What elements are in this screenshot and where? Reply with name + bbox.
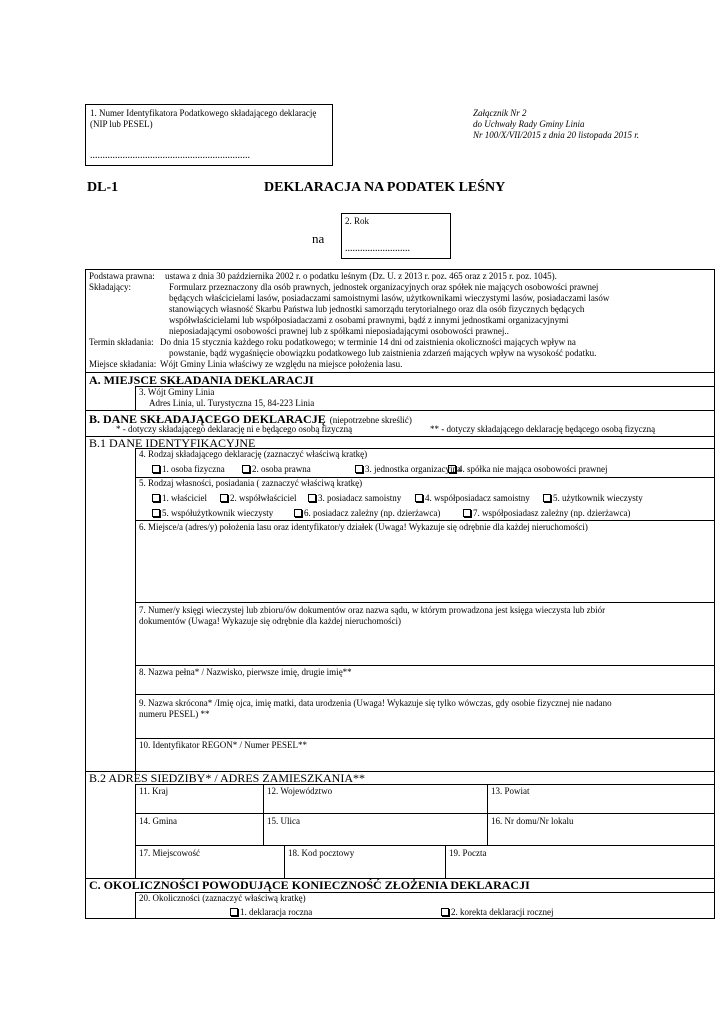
attachment-line-2: do Uchwały Rady Gminy Linia: [473, 119, 585, 129]
checkbox-icon: [230, 908, 238, 916]
field-11-label[interactable]: 11. Kraj: [139, 786, 169, 796]
field-3-address: Adres Linia, ul. Turystyczna 15, 84-223 Linia: [149, 398, 315, 408]
checkbox-icon: [355, 465, 363, 473]
filer-line-1: Formularz przeznaczony dla osób prawnych, jednostek organizacyjnych oraz spółek nie mających osobowości prawnej: [169, 282, 599, 292]
field-17-label[interactable]: 17. Miejscowość: [139, 848, 200, 858]
checkbox-icon: [242, 465, 250, 473]
attachment-line-1: Załącznik Nr 2: [473, 108, 527, 118]
note-natural-person: ** - dotyczy składającego deklarację będącego osobą fizyczną: [430, 424, 656, 434]
form-title: DEKLARACJA NA PODATEK LEŚNY: [264, 180, 506, 195]
attachment-note: [473, 108, 673, 141]
field-3-label: 3. Wójt Gminy Linia: [139, 387, 215, 397]
filer-line-2: będących właścicielami lasów, posiadaczami samoistnymi lasów, użytkownikami wieczystymi lasów, posiadaczami lasów: [169, 293, 610, 303]
field-16-label[interactable]: 16. Nr domu/Nr lokalu: [491, 816, 574, 826]
field-5-option-3[interactable]: 3. posiadacz samoistny: [308, 493, 401, 503]
note-legal-person: * - dotyczy składającego deklarację ni e będącego osobą fizyczną: [116, 424, 353, 434]
field-19-label[interactable]: 19. Poczta: [449, 848, 487, 858]
section-b-note: (niepotrzebne skreślić): [329, 415, 412, 425]
checkbox-icon: [441, 908, 449, 916]
field-4-option-4[interactable]: 4. spółka nie mająca osobowości prawnej: [448, 464, 607, 474]
field-4-option-3[interactable]: 3. jednostka organizacyjna: [355, 464, 461, 474]
section-a-title: A. MIEJSCE SKŁADANIA DEKLARACJI: [89, 373, 314, 387]
nip-label: 1. Numer Identyfikatora Podatkowego składającego deklarację (NIP lub PESEL): [90, 108, 317, 129]
field-4-label: 4. Rodzaj składającego deklarację (zaznaczyć właściwą kratkę): [139, 449, 368, 459]
filer-line-3: stanowiących własność Skarbu Państwa lub jednostki samorządu terytorialnego oraz dla osób fizycznych będących: [169, 304, 585, 314]
field-14-label[interactable]: 14. Gmina: [139, 816, 177, 826]
form-code: DL-1: [87, 180, 119, 195]
filer-line-4: współwłaścicielami lub współposiadaczami z osobami prawnymi, bądź z innymi jednostkami organizacyjnymi: [169, 315, 569, 325]
nip-input[interactable]: ................................................................: [90, 150, 250, 161]
field-4-option-1[interactable]: 1. osoba fizyczna: [152, 464, 225, 474]
year-input[interactable]: ..........................: [345, 243, 410, 254]
field-10-label[interactable]: 10. Identyfikator REGON* / Numer PESEL**: [139, 740, 307, 750]
year-prefix: na: [312, 231, 325, 246]
field-18-label[interactable]: 18. Kod pocztowy: [288, 848, 355, 858]
section-b-title: B. DANE SKŁADAJĄCEGO DEKLARACJĘ: [89, 412, 326, 426]
field-13-label[interactable]: 13. Powiat: [491, 786, 530, 796]
field-4-option-2[interactable]: 2. osoba prawna: [242, 464, 311, 474]
field-12-label[interactable]: 12. Województwo: [267, 786, 333, 796]
checkbox-icon: [152, 509, 160, 517]
field-8-label[interactable]: 8. Nazwa pełna* / Nazwisko, pierwsze imię, drugie imię**: [139, 667, 352, 677]
field-7-label-1[interactable]: 7. Numer/y księgi wieczystej lub zbioru/ów dokumentów oraz nazwa sądu, w którym prowadzona jest księga wieczysta lub zbiór: [139, 605, 606, 615]
place-label: Miejsce składania:: [89, 359, 157, 369]
deadline-label: Termin składania:: [89, 337, 154, 347]
field-15-label[interactable]: 15. Ulica: [267, 816, 300, 826]
year-box: [341, 213, 451, 259]
field-9-label-2: numeru PESEL) **: [139, 709, 210, 719]
field-5-option-4[interactable]: 4. współposiadacz samoistny: [415, 493, 530, 503]
year-label: 2. Rok: [345, 216, 370, 226]
checkbox-icon: [152, 465, 160, 473]
field-5-option-1[interactable]: 1. właściciel: [152, 493, 207, 503]
field-20-label: 20. Okoliczności (zaznaczyć właściwą kratkę): [139, 893, 306, 903]
checkbox-icon: [543, 494, 551, 502]
field-5-option-6[interactable]: 5. współużytkownik wieczysty: [152, 508, 273, 518]
place-text: Wójt Gminy Linia właściwy ze względu na miejsce położenia lasu.: [160, 359, 403, 369]
section-b2-title: B.2 ADRES SIEDZIBY* / ADRES ZAMIESZKANIA**: [89, 771, 366, 785]
basis-text: ustawa z dnia 30 października 2002 r. o podatku leśnym (Dz. U. z 2013 r. poz. 465 oraz z 2015 r. poz. 1045).: [165, 271, 557, 281]
field-6-label[interactable]: 6. Miejsce/a (adres/y) położenia lasu oraz identyfikator/y działek (Uwaga! Wykazuje się odrębnie dla każdej nieruchomości): [139, 522, 588, 532]
field-9-label-1[interactable]: 9. Nazwa skrócona* /Imię ojca, imię matki, data urodzenia (Uwaga! Wykazuje się tylko wówczas, gdy osobie fizycznej nie nadano: [139, 698, 612, 708]
checkbox-icon: [308, 494, 316, 502]
field-20-option-2[interactable]: 2. korekta deklaracji rocznej: [441, 907, 553, 917]
basis-label: Podstawa prawna:: [89, 271, 155, 281]
nip-box: [85, 104, 333, 166]
checkbox-icon: [220, 494, 228, 502]
checkbox-icon: [448, 465, 456, 473]
filer-label: Składający:: [89, 282, 131, 292]
field-5-option-2[interactable]: 2. współwłaściciel: [220, 493, 297, 503]
field-7-label-2: dokumentów (Uwaga! Wykazuje się odrębnie dla każdej nieruchomości): [139, 616, 401, 626]
deadline-line-2: powstanie, bądź wygaśnięcie obowiązku podatkowego lub zaistnienia zdarzeń mających wpływ na wysokość podatku.: [169, 348, 597, 358]
field-5-label: 5. Rodzaj własności, posiadania ( zaznaczyć właściwą kratkę): [139, 478, 363, 488]
field-5-option-8[interactable]: 7. współposiadasz zależny (np. dzierżawca): [463, 508, 630, 518]
section-c-title: C. OKOLICZNOŚCI POWODUJĄCE KONIECZNOŚĆ ZŁOŻENIA DEKLARACJI: [89, 878, 530, 892]
checkbox-icon: [463, 509, 471, 517]
field-5-option-5[interactable]: 5. użytkownik wieczysty: [543, 493, 643, 503]
attachment-line-3: Nr 100/X/VII/2015 z dnia 20 listopada 2015 r.: [473, 130, 640, 140]
deadline-line-1: Do dnia 15 stycznia każdego roku podatkowego; w terminie 14 dni od zaistnienia okoliczności mających wpływ na: [160, 337, 576, 347]
filer-line-5: nieposiadającymi osobowości prawnej lub z spółkami nieposiadającymi osobowości prawnej..: [169, 326, 509, 336]
section-b1-title: B.1 DANE IDENTYFIKACYJNE: [89, 436, 256, 450]
field-5-option-7[interactable]: 6. posiadacz zależny (np. dzierżawca): [294, 508, 440, 518]
checkbox-icon: [294, 509, 302, 517]
checkbox-icon: [415, 494, 423, 502]
field-20-option-1[interactable]: 1. deklaracja roczna: [230, 907, 312, 917]
checkbox-icon: [152, 494, 160, 502]
